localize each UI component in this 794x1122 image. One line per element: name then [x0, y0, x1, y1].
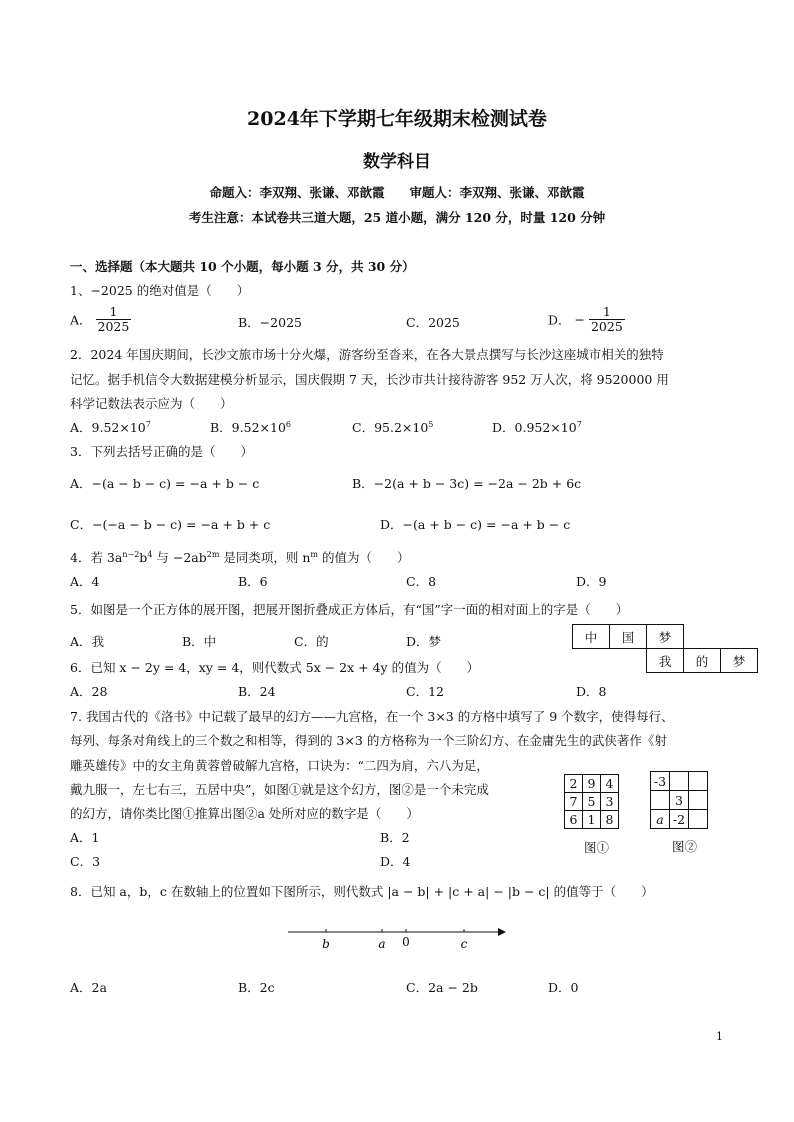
- fig2-cell: -2: [670, 810, 689, 829]
- fig2-cell: [689, 810, 708, 829]
- fig1-cell: 4: [601, 775, 619, 793]
- q4-option-a: A．4: [70, 574, 100, 589]
- q4-mid2: 与 −2ab: [152, 550, 207, 565]
- q1-d-fraction: [589, 305, 625, 334]
- q3-option-d: D．−(a + b − c) = −a + b − c: [380, 517, 571, 532]
- fig1-cell: 7: [565, 793, 583, 811]
- fig1-cell: 3: [601, 793, 619, 811]
- fig1-cell: 5: [583, 793, 601, 811]
- net-cell: 我: [647, 649, 684, 673]
- q7-line1: 7. 我国古代的《洛书》中记载了最早的幻方——九宫格，在一个 3×3 的方格中填写了 9 个数字，使得每行、: [70, 709, 674, 724]
- q2-d-exp: 7: [576, 419, 582, 429]
- q7-line5: 的幻方，请你类比图①推算出图②a 处所对应的数字是（ ）: [70, 806, 419, 821]
- fig2-caption: 图②: [672, 839, 698, 854]
- q7-line4: 戴九服一，左七右三，五居中央”，如图①就是这个幻方，图②是一个未完成: [70, 782, 489, 797]
- q1-a-num: 1: [96, 305, 132, 320]
- label-c: c: [460, 937, 468, 951]
- q1-option-a: [70, 305, 131, 334]
- q1-a-den: 2025: [97, 319, 130, 334]
- label-a: a: [378, 937, 386, 951]
- q6-stem: 6．已知 x − 2y = 4，xy = 4，则代数式 5x − 2x + 4y 的值为（ ）: [70, 660, 480, 675]
- section-heading: 一、选择题（本大题共 10 个小题，每小题 3 分，共 30 分）: [70, 259, 415, 274]
- q8-option-d: D．0: [548, 980, 579, 995]
- q6-option-a: A．28: [70, 684, 108, 699]
- label-b: b: [322, 937, 330, 951]
- q4-exp1: n−2: [122, 549, 140, 559]
- q4-pre: 4．若 3a: [70, 550, 123, 565]
- net-cell: 梦: [647, 625, 684, 649]
- net-cell: 国: [610, 625, 647, 649]
- q1-stem: 1、−2025 的绝对值是（ ）: [70, 283, 250, 298]
- q4-option-c: C．8: [406, 574, 437, 589]
- q5-option-c: C．的: [294, 634, 329, 649]
- q4-post: 的值为（ ）: [318, 550, 410, 565]
- q2-a-exp: 7: [145, 419, 151, 429]
- q2-option-a: [70, 418, 151, 436]
- exam-subject: 数学科目: [363, 152, 431, 172]
- fig2-cell: 3: [670, 791, 689, 810]
- q7-option-c: C．3: [70, 854, 101, 869]
- q2-line1: 2．2024 年国庆期间，长沙文旅市场十分火爆，游客纷至沓来，在各大景点撰写与长沙这座城市相关的独特: [70, 347, 664, 362]
- q7-line2: 每列、每条对角线上的三个数之和相等，得到的 3×3 的方格称为一个三阶幻方、在金庸先生的武侠著作《射: [70, 733, 667, 748]
- magic-square-figure-1: [564, 774, 619, 829]
- q1-a-fraction: [96, 305, 132, 334]
- q1-d-sign: −: [574, 312, 585, 327]
- q1-option-b: B．−2025: [238, 315, 302, 330]
- fig2-cell: [689, 772, 708, 791]
- q8-option-b: B．2c: [238, 980, 275, 995]
- q4-option-b: B．6: [238, 574, 268, 589]
- q5-option-d: D．梦: [406, 634, 442, 649]
- net-cell: 中: [573, 625, 610, 649]
- q4-mid1: b: [139, 550, 148, 565]
- q1-d-label: D．: [548, 312, 571, 328]
- q4-exp3: 2m: [206, 549, 220, 559]
- q7-option-b: B．2: [380, 830, 410, 845]
- q6-option-c: C．12: [406, 684, 444, 699]
- number-line-arrow: [498, 928, 506, 936]
- q1-a-label: A．: [70, 312, 92, 328]
- fig1-cell: 1: [583, 811, 601, 829]
- q2-b-exp: 6: [285, 419, 291, 429]
- fig1-cell: 2: [565, 775, 583, 793]
- q7-option-a: A．1: [70, 830, 100, 845]
- q2-line3: 科学记数法表示应为（ ）: [70, 396, 233, 411]
- fig2-cell: -3: [651, 772, 670, 791]
- q4-exp2: 4: [147, 549, 153, 559]
- fig1-cell: 6: [565, 811, 583, 829]
- q3-option-b: B．−2(a + b − 3c) = −2a − 2b + 6c: [352, 476, 582, 491]
- q4-option-d: D．9: [576, 574, 607, 589]
- q5-option-b: B．中: [182, 634, 217, 649]
- q2-b-text: B．9.52×10: [210, 420, 286, 435]
- q6-option-d: D．8: [576, 684, 607, 699]
- net-cell: 的: [684, 649, 721, 673]
- q3-option-c: C．−(−a − b − c) = −a + b + c: [70, 517, 271, 532]
- q2-line2: 记忆。据手机信令大数据建模分析显示，国庆假期 7 天，长沙市共计接待游客 952 万人次，将 9520000 用: [70, 372, 669, 387]
- q8-option-c: C．2a − 2b: [406, 980, 478, 995]
- q6-option-b: B．24: [238, 684, 276, 699]
- q1-option-d: [548, 305, 625, 334]
- q2-option-b: [210, 418, 291, 436]
- cube-net-figure: [572, 624, 758, 673]
- q2-a-text: A．9.52×10: [70, 420, 146, 435]
- q5-option-a: A．我: [70, 634, 105, 649]
- fig2-cell: [651, 791, 670, 810]
- q2-c-exp: 5: [428, 419, 434, 429]
- q2-option-d: [492, 418, 582, 436]
- fig1-caption: 图①: [584, 840, 610, 855]
- notice-line: 考生注意：本试卷共三道大题，25 道小题，满分 120 分，时量 120 分钟: [188, 210, 606, 225]
- q2-c-text: C．95.2×10: [352, 420, 429, 435]
- q4-mid3: 是同类项，则 n: [219, 550, 311, 565]
- page-number: 1: [716, 1030, 723, 1043]
- fig1-cell: 9: [583, 775, 601, 793]
- fig1-cell: 8: [601, 811, 619, 829]
- magic-square-figure-2: [650, 771, 708, 829]
- fig2-cell: a: [651, 810, 670, 829]
- q3-option-a: A．−(a − b − c) = −a + b − c: [70, 476, 260, 491]
- number-line: [280, 922, 520, 958]
- q7-option-d: D．4: [380, 854, 411, 869]
- q4-exp4: m: [310, 549, 319, 559]
- net-cell: 梦: [721, 649, 758, 673]
- authors-line: 命题入：李双翔、张谦、邓歆霞 审题人：李双翔、张谦、邓歆霞: [209, 185, 585, 200]
- label-zero: 0: [402, 935, 410, 949]
- q1-d-den: 2025: [590, 319, 623, 334]
- exam-title: 2024年下学期七年级期末检测试卷: [247, 108, 547, 130]
- q4-stem: [70, 548, 410, 566]
- q7-line3: 雕英雄传》中的女主角黄蓉曾破解九宫格，口诀为：“二四为肩，六八为足，: [70, 758, 489, 773]
- q2-d-text: D．0.952×10: [492, 420, 577, 435]
- q5-stem: 5．如图是一个正方体的展开图，把展开图折叠成正方体后，有“国”字一面的相对面上的字是（ ）: [70, 602, 629, 617]
- q2-option-c: [352, 418, 433, 436]
- fig2-cell: [670, 772, 689, 791]
- q1-d-num: 1: [589, 305, 625, 320]
- q3-stem: 3．下列去括号正确的是（ ）: [70, 444, 253, 459]
- q8-option-a: A．2a: [70, 980, 107, 995]
- fig2-cell: [689, 791, 708, 810]
- q1-option-c: C．2025: [406, 315, 460, 330]
- q8-stem: 8．已知 a，b，c 在数轴上的位置如下图所示，则代数式 |a − b| + |c + a| − |b − c| 的值等于（ ）: [70, 884, 654, 899]
